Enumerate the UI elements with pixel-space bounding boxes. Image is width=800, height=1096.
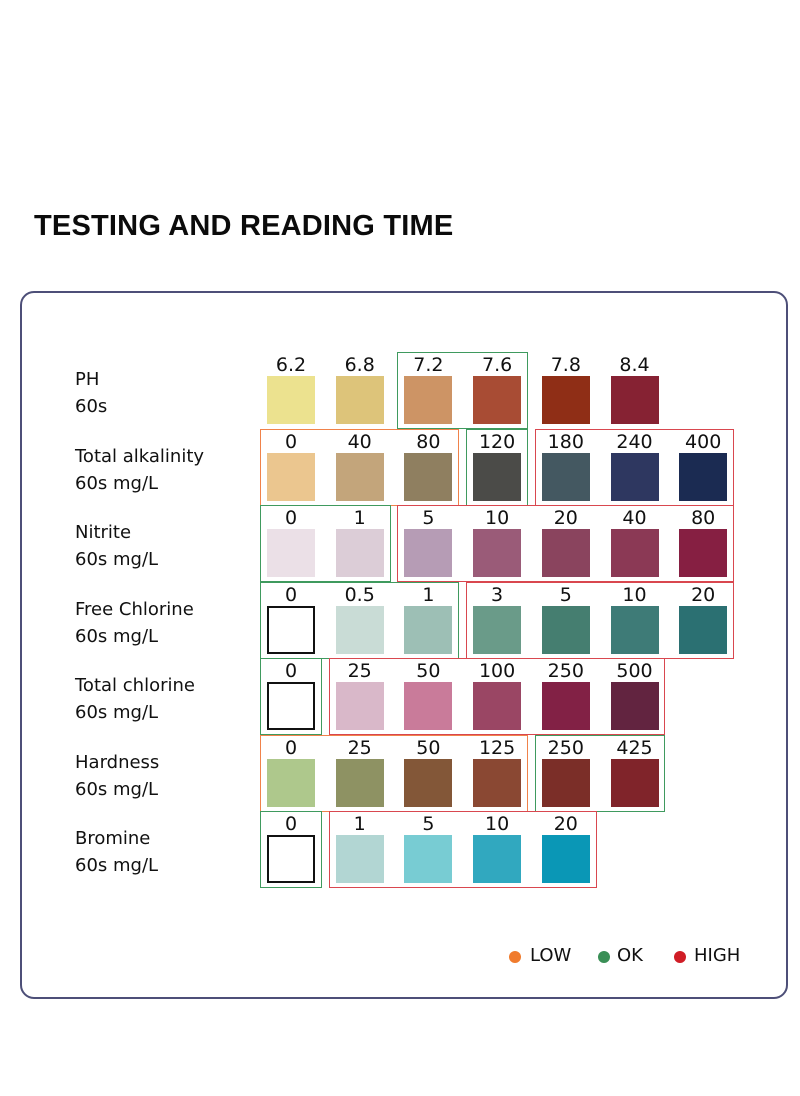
color-swatch — [473, 453, 521, 501]
color-swatch — [611, 376, 659, 424]
swatch-value: 40 — [347, 430, 372, 453]
swatch-value: 25 — [347, 736, 372, 759]
swatch-value: 180 — [547, 430, 584, 453]
color-swatch — [267, 759, 315, 807]
color-swatch — [611, 759, 659, 807]
swatch-value: 7.8 — [550, 354, 581, 376]
color-swatch — [611, 453, 659, 501]
swatch-value: 0.5 — [344, 583, 375, 606]
row-label — [75, 596, 194, 650]
swatch-value: 10 — [622, 583, 647, 606]
row-label — [75, 443, 204, 497]
swatch-value: 0 — [284, 813, 298, 835]
row-name: Free Chlorine — [75, 598, 194, 620]
color-swatch — [336, 453, 384, 501]
row-time: 60s mg/L — [75, 625, 159, 647]
swatch-value: 80 — [691, 507, 716, 529]
row-name: Nitrite — [75, 522, 132, 543]
row-name: Total chlorine — [75, 675, 195, 696]
swatch-value: 0 — [284, 736, 298, 759]
swatch-value: 0 — [284, 583, 298, 606]
color-swatch — [611, 606, 659, 654]
swatch-value: 50 — [416, 736, 441, 759]
swatch-value: 0 — [284, 660, 298, 682]
color-swatch — [679, 529, 727, 577]
swatch-value: 240 — [616, 430, 653, 453]
swatch-value: 120 — [478, 430, 516, 453]
swatch-value: 20 — [553, 507, 578, 529]
color-swatch — [404, 835, 452, 883]
row-time: 60s — [75, 396, 108, 417]
color-swatch — [473, 529, 521, 577]
color-swatch — [404, 453, 452, 501]
swatch-value: 1 — [422, 583, 435, 606]
color-swatch — [267, 376, 315, 424]
row-name: Total alkalinity — [75, 445, 205, 467]
row-label — [75, 519, 158, 573]
color-swatch — [473, 835, 521, 883]
swatch-value: 8.4 — [619, 354, 650, 376]
row-label — [75, 366, 107, 420]
swatch-value: 100 — [478, 660, 516, 682]
color-swatch — [473, 376, 521, 424]
row-label — [75, 672, 195, 726]
swatch-value: 5 — [559, 583, 572, 606]
color-swatch — [542, 606, 590, 654]
swatch-value: 1 — [353, 813, 366, 835]
color-swatch — [404, 682, 452, 730]
high-dot-icon — [674, 951, 686, 963]
ok-dot-icon — [598, 951, 610, 963]
color-swatch — [267, 529, 315, 577]
swatch-value: 250 — [547, 660, 584, 682]
legend-low-label: LOW — [530, 945, 572, 966]
row-time: 60s mg/L — [75, 472, 159, 494]
color-swatch — [404, 606, 452, 654]
color-swatch — [336, 759, 384, 807]
color-swatch — [542, 682, 590, 730]
color-swatch — [267, 606, 315, 654]
color-swatch — [611, 682, 659, 730]
swatch-value: 1 — [353, 507, 366, 529]
swatch-value: 5 — [422, 507, 435, 529]
row-time: 60s mg/L — [75, 855, 159, 876]
color-swatch — [336, 835, 384, 883]
page-title: TESTING AND READING TIME — [34, 210, 454, 242]
swatch-value: 50 — [416, 660, 441, 682]
legend-high-label: HIGH — [694, 945, 741, 966]
row-name: Bromine — [75, 828, 151, 849]
swatch-value: 7.2 — [413, 354, 444, 376]
low-dot-icon — [509, 951, 521, 963]
swatch-value: 0 — [284, 507, 298, 529]
color-swatch — [679, 453, 727, 501]
swatch-value: 20 — [553, 813, 578, 835]
color-swatch — [336, 606, 384, 654]
swatch-value: 250 — [547, 736, 584, 759]
swatch-value: 10 — [485, 813, 510, 835]
swatch-value: 40 — [622, 507, 647, 529]
swatch-value: 400 — [685, 430, 722, 453]
color-swatch — [679, 606, 727, 654]
row-time: 60s mg/L — [75, 549, 159, 570]
color-swatch — [473, 606, 521, 654]
row-label — [75, 749, 159, 803]
color-swatch — [336, 376, 384, 424]
color-swatch — [473, 759, 521, 807]
swatch-value: 0 — [284, 430, 298, 453]
swatch-value: 10 — [485, 507, 510, 529]
swatch-value: 425 — [616, 736, 653, 759]
color-swatch — [267, 682, 315, 730]
color-swatch — [542, 835, 590, 883]
color-swatch — [542, 453, 590, 501]
swatch-value: 500 — [616, 660, 653, 682]
color-swatch — [404, 759, 452, 807]
color-swatch — [404, 376, 452, 424]
row-time: 60s mg/L — [75, 778, 159, 800]
row-name: PH — [75, 369, 100, 390]
legend-ok-label: OK — [617, 945, 643, 966]
color-swatch — [336, 529, 384, 577]
row-label — [75, 825, 158, 879]
swatch-value: 6.8 — [344, 354, 375, 376]
swatch-value: 7.6 — [481, 354, 513, 376]
color-swatch — [404, 529, 452, 577]
swatch-value: 3 — [491, 583, 504, 606]
color-swatch — [336, 682, 384, 730]
swatch-value: 6.2 — [275, 354, 307, 376]
color-swatch — [267, 835, 315, 883]
swatch-value: 25 — [347, 660, 372, 682]
row-time: 60s mg/L — [75, 702, 159, 723]
color-swatch — [611, 529, 659, 577]
color-swatch — [473, 682, 521, 730]
row-name: Hardness — [75, 751, 160, 773]
swatch-value: 125 — [478, 736, 516, 759]
color-swatch — [542, 376, 590, 424]
swatch-value: 80 — [416, 430, 441, 453]
color-swatch — [542, 759, 590, 807]
color-swatch — [267, 453, 315, 501]
swatch-value: 20 — [691, 583, 716, 606]
swatch-value: 5 — [422, 813, 435, 835]
color-swatch — [542, 529, 590, 577]
